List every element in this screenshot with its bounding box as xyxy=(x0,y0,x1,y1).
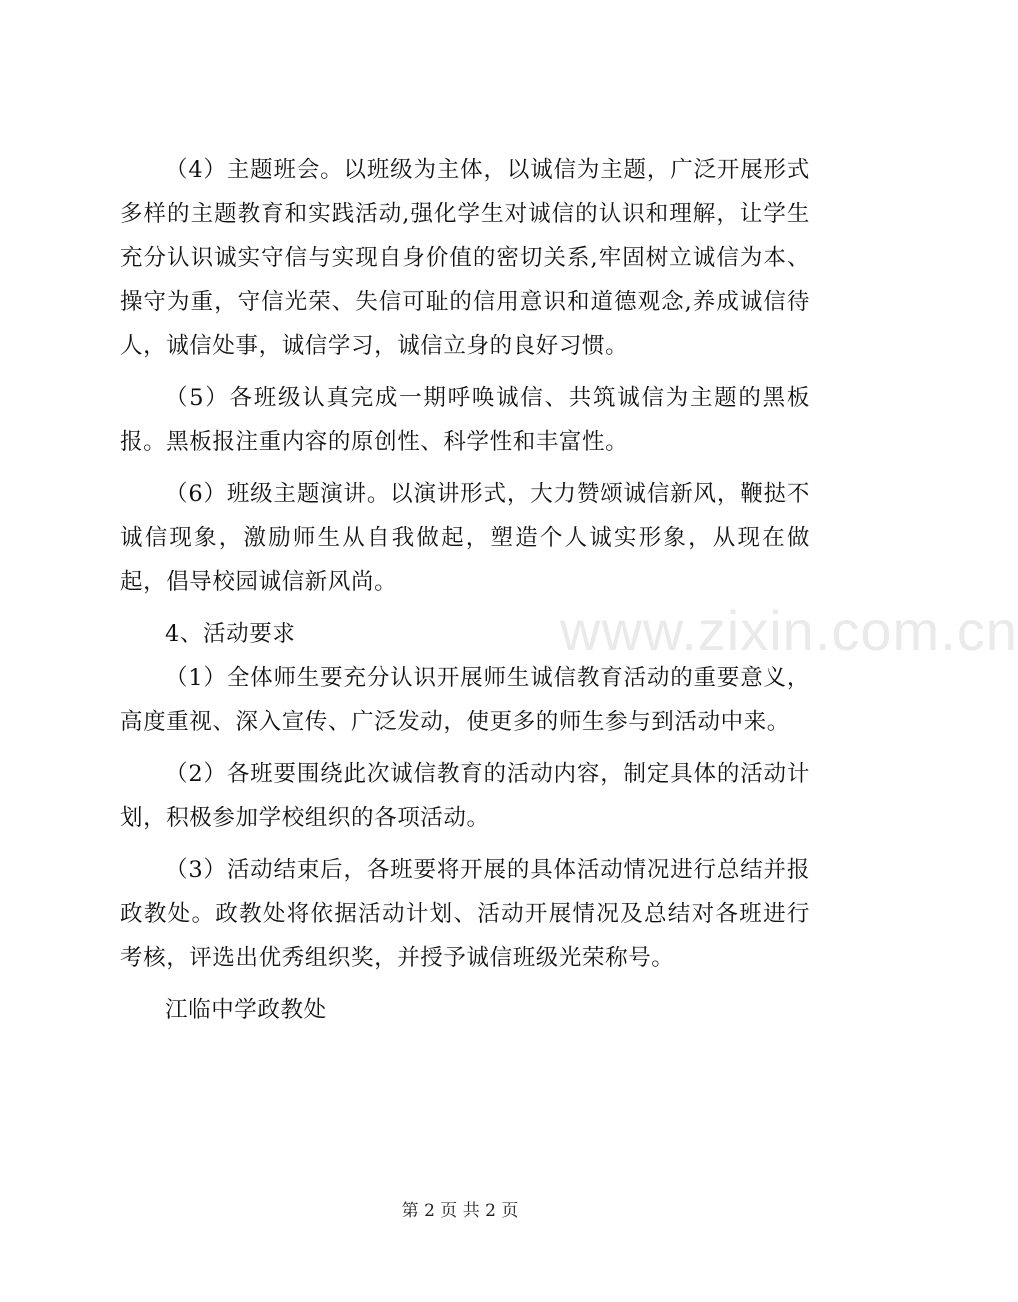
watermark: www.zixin.com.cn xyxy=(560,599,1018,662)
paragraph-requirement-2: （2）各班要围绕此次诚信教育的活动内容，制定具体的活动计划，积极参加学校组织的各项活动。 xyxy=(120,761,810,831)
section-heading-activity-requirements: 4、活动要求 xyxy=(165,621,296,647)
paragraph-requirement-1: （1）全体师生要充分认识开展师生诚信教育活动的重要意义，高度重视、深入宣传、广泛发动，使更多的师生参与到活动中来。 xyxy=(120,665,810,735)
paragraph-requirement-3: （3）活动结束后，各班要将开展的具体活动情况进行总结并报政教处。政教处将依据活动计划、活动开展情况及总结对各班进行考核，评选出优秀组织奖，并授予诚信班级光荣称号。 xyxy=(120,857,810,971)
paragraph-theme-class-meeting: （4）主题班会。以班级为主体，以诚信为主题，广泛开展形式多样的主题教育和实践活动,强化学生对诚信的认识和理解，让学生充分认识诚实守信与实现自身价值的密切关系,牢固树立诚信为本、操守为重，守信光荣、失信可耻的信用意识和道德观念,养成诚信待人，诚信处事，诚信学习，诚信立身的良好习惯。 xyxy=(120,157,810,359)
page-footer: 第 2 页 共 2 页 xyxy=(401,1201,519,1221)
document-body xyxy=(120,148,810,1032)
signature-issuer: 江临中学政教处 xyxy=(165,997,327,1023)
paragraph-blackboard-report: （5）各班级认真完成一期呼唤诚信、共筑诚信为主题的黑板报。黑板报注重内容的原创性、科学性和丰富性。 xyxy=(120,385,810,455)
paragraph-class-speech: （6）班级主题演讲。以演讲形式，大力赞颂诚信新风，鞭挞不诚信现象，激励师生从自我做起，塑造个人诚实形象，从现在做起，倡导校园诚信新风尚。 xyxy=(120,481,810,595)
